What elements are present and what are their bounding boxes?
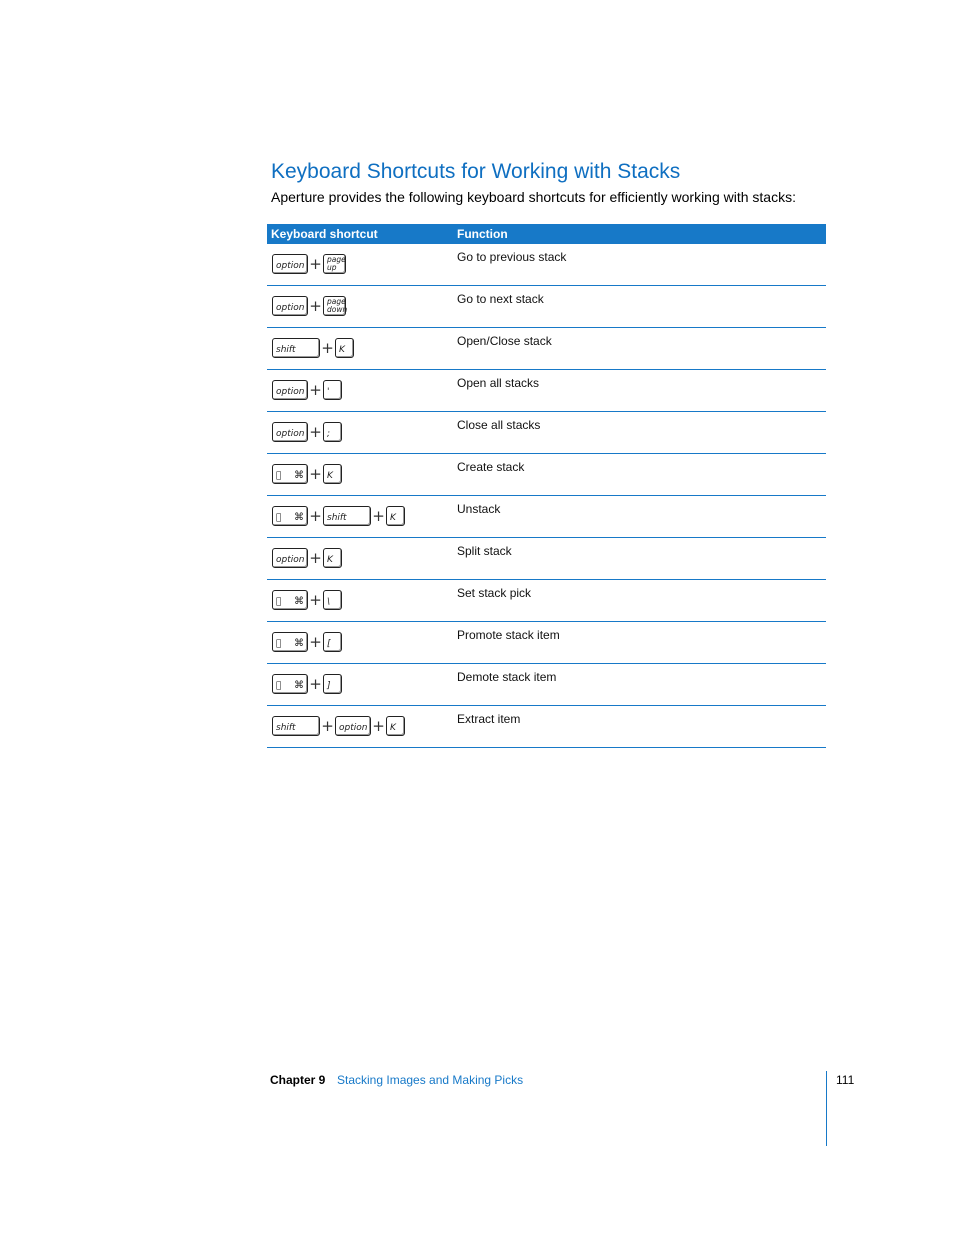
shortcut-keys bbox=[272, 504, 405, 528]
k-key: K bbox=[335, 338, 354, 358]
table-row bbox=[267, 496, 826, 538]
function-description: Promote stack item bbox=[457, 628, 560, 642]
backslash-key: \ bbox=[323, 590, 342, 610]
command-key-icon bbox=[272, 674, 308, 694]
function-description: Open all stacks bbox=[457, 376, 540, 390]
command-icon: ⌘ bbox=[294, 596, 304, 607]
table-row bbox=[267, 412, 826, 454]
page-up-key bbox=[323, 254, 346, 274]
function-description: Extract item bbox=[457, 712, 521, 726]
table-row bbox=[267, 244, 826, 286]
apple-icon bbox=[276, 598, 281, 607]
apostrophe-key: ' bbox=[323, 380, 342, 400]
command-key-icon bbox=[272, 506, 308, 526]
plus-sign: + bbox=[372, 507, 385, 525]
plus-sign: + bbox=[309, 381, 322, 399]
plus-sign: + bbox=[321, 339, 334, 357]
plus-sign: + bbox=[309, 297, 322, 315]
shortcut-keys bbox=[272, 378, 342, 402]
shortcuts-table bbox=[267, 224, 826, 748]
table-row bbox=[267, 328, 826, 370]
table-row bbox=[267, 622, 826, 664]
shift-key: shift bbox=[272, 716, 320, 736]
function-description: Unstack bbox=[457, 502, 501, 516]
k-key: K bbox=[386, 506, 405, 526]
command-icon: ⌘ bbox=[294, 680, 304, 691]
key-label: up bbox=[327, 263, 337, 272]
apple-icon bbox=[276, 514, 281, 523]
command-icon: ⌘ bbox=[294, 470, 304, 481]
key-label: page bbox=[327, 255, 346, 264]
option-key: option bbox=[272, 548, 308, 568]
option-key: option bbox=[272, 380, 308, 400]
plus-sign: + bbox=[309, 675, 322, 693]
k-key: K bbox=[323, 464, 342, 484]
option-key: option bbox=[272, 254, 308, 274]
shortcut-keys bbox=[272, 714, 405, 738]
function-description: Demote stack item bbox=[457, 670, 557, 684]
left-bracket-key: [ bbox=[323, 632, 342, 652]
command-key-icon bbox=[272, 464, 308, 484]
plus-sign: + bbox=[321, 717, 334, 735]
table-row bbox=[267, 286, 826, 328]
table-row bbox=[267, 454, 826, 496]
key-label: page bbox=[327, 297, 346, 306]
function-description: Close all stacks bbox=[457, 418, 541, 432]
table-row bbox=[267, 580, 826, 622]
k-key: K bbox=[323, 548, 342, 568]
plus-sign: + bbox=[309, 549, 322, 567]
header-function: Function bbox=[457, 227, 508, 241]
key-label: down bbox=[327, 305, 348, 314]
footer-chapter: Chapter 9 bbox=[270, 1073, 326, 1087]
function-description: Go to next stack bbox=[457, 292, 544, 306]
plus-sign: + bbox=[309, 465, 322, 483]
footer-divider bbox=[826, 1071, 827, 1146]
option-key: option bbox=[335, 716, 371, 736]
function-description: Set stack pick bbox=[457, 586, 532, 600]
header-keyboard-shortcut: Keyboard shortcut bbox=[271, 227, 378, 241]
shortcut-keys bbox=[272, 336, 354, 360]
page-down-key bbox=[323, 296, 346, 316]
command-icon: ⌘ bbox=[294, 512, 304, 523]
shortcut-keys bbox=[272, 420, 342, 444]
shift-key: shift bbox=[272, 338, 320, 358]
shortcut-keys bbox=[272, 588, 342, 612]
apple-icon bbox=[276, 640, 281, 649]
footer-chapter-title: Stacking Images and Making Picks bbox=[337, 1073, 524, 1087]
function-description: Go to previous stack bbox=[457, 250, 567, 264]
plus-sign: + bbox=[309, 423, 322, 441]
option-key: option bbox=[272, 422, 308, 442]
table-row bbox=[267, 538, 826, 580]
command-key-icon bbox=[272, 632, 308, 652]
plus-sign: + bbox=[309, 507, 322, 525]
command-key-icon bbox=[272, 590, 308, 610]
semicolon-key: ; bbox=[323, 422, 342, 442]
function-description: Open/Close stack bbox=[457, 334, 552, 348]
table-row bbox=[267, 370, 826, 412]
shortcut-keys bbox=[272, 672, 342, 696]
command-icon: ⌘ bbox=[294, 638, 304, 649]
table-row bbox=[267, 706, 826, 748]
shortcut-keys bbox=[272, 462, 342, 486]
function-description: Create stack bbox=[457, 460, 525, 474]
page-number: 111 bbox=[836, 1073, 855, 1087]
plus-sign: + bbox=[309, 591, 322, 609]
apple-icon bbox=[276, 472, 281, 481]
option-key: option bbox=[272, 296, 308, 316]
table-row bbox=[267, 664, 826, 706]
page-title: Keyboard Shortcuts for Working with Stacks bbox=[271, 160, 681, 183]
shortcut-keys bbox=[272, 546, 342, 570]
table-body bbox=[267, 244, 826, 748]
table-header bbox=[267, 224, 826, 244]
apple-icon bbox=[276, 682, 281, 691]
plus-sign: + bbox=[309, 255, 322, 273]
k-key: K bbox=[386, 716, 405, 736]
shortcut-keys bbox=[272, 252, 346, 276]
plus-sign: + bbox=[372, 717, 385, 735]
plus-sign: + bbox=[309, 633, 322, 651]
function-description: Split stack bbox=[457, 544, 512, 558]
shift-key: shift bbox=[323, 506, 371, 526]
shortcut-keys bbox=[272, 630, 342, 654]
right-bracket-key: ] bbox=[323, 674, 342, 694]
intro-paragraph: Aperture provides the following keyboard shortcuts for efficiently working with stacks: bbox=[271, 189, 796, 205]
shortcut-keys bbox=[272, 294, 346, 318]
